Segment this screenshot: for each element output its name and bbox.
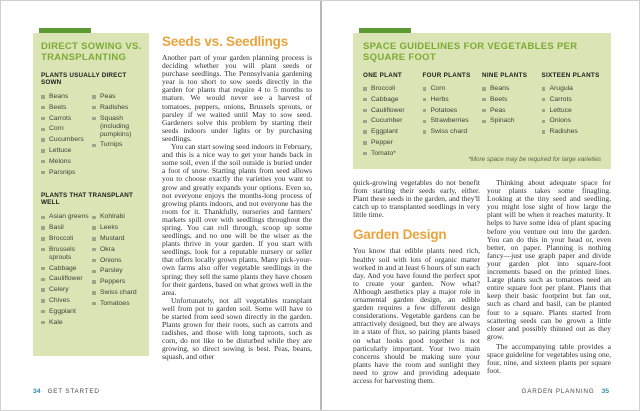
- bullet-icon: [363, 87, 367, 91]
- list-item: Cauliflower: [363, 107, 423, 115]
- bullet-icon: [92, 216, 96, 220]
- space-table-column-nine-plants: [482, 72, 542, 161]
- bullet-icon: [482, 109, 486, 113]
- list-item: Arugula: [542, 85, 602, 93]
- bullet-icon: [92, 95, 96, 99]
- article-paragraph: Unfortunately, not all vegetables transplant well from pot to garden soil. Some will have to be started from seed sown directly in the garden. Plants grown for their roots, such as carrots and radishes, and those with long taproots, such as corn, do not like to be disturbed while they are growing, so direct sowing is best. Peas, beans, squash, and other: [162, 295, 312, 362]
- bullet-icon: [41, 267, 45, 271]
- list-item: Leeks: [92, 224, 143, 232]
- page-number: 34: [33, 388, 41, 395]
- bullet-icon: [41, 321, 45, 325]
- bullet-icon: [423, 130, 427, 134]
- list-item: Pepper: [363, 139, 423, 147]
- bullet-icon: [423, 87, 427, 91]
- bullet-icon: [482, 120, 486, 124]
- list-item: Swiss chard: [92, 289, 143, 297]
- list-item: Beans: [482, 85, 542, 93]
- bullet-icon: [92, 226, 96, 230]
- bullet-icon: [41, 288, 45, 292]
- continuation-paragraph: quick-growing vegetables do not benefit from starting their seeds early, either. Plant these seeds in the garden, and they'll catch up to transplanted seedlings in very little time.: [353, 178, 480, 220]
- list-item: Corn: [41, 125, 92, 133]
- column-heading: FOUR PLANTS: [422, 72, 471, 79]
- list-item: Beans: [41, 93, 92, 101]
- list-item: Peas: [92, 93, 143, 101]
- list-item: Swiss chard: [423, 128, 483, 136]
- bullet-icon: [92, 117, 96, 121]
- list-item: Tomatoes: [92, 300, 143, 308]
- column-heading: ONE PLANT: [363, 72, 403, 79]
- list-item: Lettuce: [41, 147, 92, 155]
- list-item: Eggplant: [41, 308, 92, 316]
- list-item: Mustard: [92, 235, 143, 243]
- list-item: Onions: [542, 117, 602, 125]
- bullet-icon: [41, 299, 45, 303]
- bullet-icon: [92, 248, 96, 252]
- right-page-column-left: [353, 179, 480, 385]
- bullet-icon: [423, 120, 427, 124]
- article-paragraph: The accompanying table provides a space guideline for vegetables using one, four, nine, and sixteen plants per square foot.: [487, 341, 611, 376]
- list-item: Eggplant: [363, 128, 423, 136]
- direct-sown-col2: [92, 93, 143, 179]
- bullet-icon: [92, 259, 96, 263]
- list-item: Parsnips: [41, 169, 92, 177]
- bullet-icon: [363, 130, 367, 134]
- list-item: Brussels sprouts: [41, 246, 92, 262]
- space-box-title: SPACE GUIDELINES FOR VEGETABLES PER SQUARE FOOT: [363, 41, 578, 63]
- bullet-icon: [92, 280, 96, 284]
- bullet-icon: [41, 171, 45, 175]
- article-paragraph: You can start sowing seed indoors in February, and this is a nice way to get your hands back in some soil, even if the soil outside is buried under a foot of snow. Starting plants from seed allows you to choose exactly the varieties you want to grow and greatly expands your options. Even so, not everyone enjoys the months-long process of growing plants indoors, and not everyone has the room for it. Thankfully, nurseries and farmers' markets spill over with seedlings throughout the spring. You can roll through, scoop up some seedlings, and no one will be the wiser as the plants thrive in your garden. If you start with seedlings, look for a reputable nursery or seller that offers locally grown plants. Many pick-your-own farms also offer vegetable seedlings in the spring; they sell the same plants they have chosen for their gardens, based on what grows well in the area.: [162, 142, 312, 297]
- list-item: Cucumber: [363, 117, 423, 125]
- bullet-icon: [542, 120, 546, 124]
- list-item: Tomato*: [363, 150, 423, 158]
- list-item: Cabbage: [41, 265, 92, 273]
- list-item: Peppers: [92, 278, 143, 286]
- direct-sown-col1: [41, 93, 92, 179]
- bullet-icon: [363, 120, 367, 124]
- list-item: Kale: [41, 319, 92, 327]
- list-item: Broccoli: [41, 235, 92, 243]
- column-heading: SIXTEEN PLANTS: [541, 72, 600, 79]
- bullet-icon: [41, 117, 45, 121]
- bullet-icon: [542, 109, 546, 113]
- article-paragraph: Another part of your garden planning process is deciding whether you will plant seeds or purchase seedlings. The Pennsylvania gardening year is too short to sow seeds directly in the garden for plants that require 4 to 5 months to mature. We would never see a harvest of tomatoes, peppers, onions, Brussels sprouts, or parsley if we waited until May to sow seed. Gardeners solve this problem by starting their seeds indoors under lights or by purchasing seedlings.: [162, 53, 312, 143]
- list-item: Squash (including pumpkins): [92, 115, 143, 139]
- bullet-icon: [41, 278, 45, 282]
- bullet-icon: [92, 144, 96, 148]
- sidebar-section1-heading: PLANTS USUALLY DIRECT SOWN: [41, 72, 127, 86]
- running-head: GARDEN PLANNING: [521, 388, 595, 395]
- list-item: Parsley: [92, 267, 143, 275]
- list-item: Chives: [41, 297, 92, 305]
- left-page-footer: [33, 388, 100, 395]
- sidebar-section2-heading: PLANTS THAT TRANSPLANT WELL: [41, 192, 134, 207]
- list-item: Okra: [92, 246, 143, 254]
- bullet-icon: [41, 138, 45, 142]
- list-item: Corn: [423, 85, 483, 93]
- list-item: Broccoli: [363, 85, 423, 93]
- sidebar-title: DIRECT SOWING VS. TRANSPLANTING: [41, 41, 142, 63]
- bullet-icon: [363, 98, 367, 102]
- list-item: Celery: [41, 286, 92, 294]
- bullet-icon: [92, 302, 96, 306]
- bullet-icon: [92, 237, 96, 241]
- bullet-icon: [363, 109, 367, 113]
- bullet-icon: [363, 141, 367, 145]
- list-item: Carrots: [542, 96, 602, 104]
- bullet-icon: [423, 98, 427, 102]
- direct-sown-list: [41, 93, 143, 179]
- list-item: Melons: [41, 158, 92, 166]
- space-table-column-sixteen-plants: [542, 72, 602, 161]
- list-item: Herbs: [423, 96, 483, 104]
- bullet-icon: [41, 160, 45, 164]
- list-item: Radishes: [542, 128, 602, 136]
- article-heading: Seeds vs. Seedlings: [162, 34, 289, 49]
- list-item: Beets: [482, 96, 542, 104]
- direct-sowing-sidebar: [33, 33, 149, 356]
- page-number: 35: [601, 388, 609, 395]
- transplant-col2: [92, 213, 143, 329]
- list-item: Carrots: [41, 115, 92, 123]
- list-item: Basil: [41, 224, 92, 232]
- list-item: Radishes: [92, 104, 143, 112]
- list-item: Asian greens: [41, 213, 92, 221]
- bullet-icon: [542, 130, 546, 134]
- space-table: [363, 72, 601, 161]
- space-table-column-one-plant: [363, 72, 423, 161]
- space-box-tab-accent: [359, 28, 411, 33]
- list-item: Strawberries: [423, 117, 483, 125]
- list-item: Cauliflower: [41, 275, 92, 283]
- bullet-icon: [41, 95, 45, 99]
- garden-design-heading: Garden Design: [353, 227, 447, 243]
- right-page-footer: [522, 388, 609, 395]
- column-heading: NINE PLANTS: [482, 72, 528, 79]
- seeds-vs-seedlings-article: [162, 35, 312, 362]
- bullet-icon: [41, 106, 45, 110]
- list-item: Beets: [41, 104, 92, 112]
- transplant-list: [41, 213, 143, 329]
- list-item: Turnips: [92, 141, 143, 149]
- running-head: GET STARTED: [47, 388, 100, 395]
- bullet-icon: [41, 226, 45, 230]
- bullet-icon: [482, 87, 486, 91]
- list-item: Lettuce: [542, 107, 602, 115]
- list-item: Kohlrabi: [92, 213, 143, 221]
- list-item: Onions: [92, 257, 143, 265]
- bullet-icon: [92, 291, 96, 295]
- bullet-icon: [92, 106, 96, 110]
- transplant-col1: [41, 213, 92, 329]
- bullet-icon: [542, 87, 546, 91]
- list-item: Spinach: [482, 117, 542, 125]
- space-guidelines-box: [353, 33, 611, 169]
- table-footnote: *More space may be required for large varieties: [468, 156, 601, 163]
- bullet-icon: [41, 128, 45, 132]
- list-item: Potatoes: [423, 107, 483, 115]
- bullet-icon: [423, 109, 427, 113]
- bullet-icon: [41, 216, 45, 220]
- list-item: Cucumbers: [41, 136, 92, 144]
- sidebar-tab-accent: [39, 28, 91, 33]
- bullet-icon: [41, 237, 45, 241]
- right-page-column-right: [487, 179, 611, 375]
- list-item: Cabbage: [363, 96, 423, 104]
- bullet-icon: [41, 248, 45, 252]
- space-table-column-four-plants: [423, 72, 483, 161]
- bullet-icon: [41, 149, 45, 153]
- article-paragraph: You know that edible plants need rich, healthy soil with lots of organic matter worked in and at least 6 hours of sun each day. And you have found the perfect spot to create your garden. Now what? Although aesthetics play a major role in ornamental garden design, an edible garden requires a few different design considerations. Vegetable gardens can be attractively designed, but they are always in a state of flux, so pairing plants based on what looks good together is not particularly important. Your two main concerns should be making sure your plants have the room and sunlight they need to grow and providing adequate access for harvesting them.: [353, 246, 480, 385]
- page-gutter-divider: [320, 1, 322, 411]
- bullet-icon: [92, 270, 96, 274]
- list-item: Peas: [482, 107, 542, 115]
- bullet-icon: [41, 310, 45, 314]
- article-paragraph: Thinking about adequate space for your plants takes some finagling. Looking at the tiny seed and seedling, you might lose sight of how large the plant will be when it reaches maturity. It helps to have some idea of plant spacing before you venture out into the garden. You can do this in your head or, even better, on paper. Planning is nothing fancy—just use graph paper and divide your garden plot into square-foot increments based on the printed lines. Large plants such as tomatoes need an entire square foot per plant. Plants that keep their basic footprint but fan out, such as chard and basil, can be planted four to a square. Plants started from scattering seeds can be grown a little closer and possibly thinned out as they grow.: [487, 178, 611, 341]
- bullet-icon: [363, 152, 367, 156]
- bullet-icon: [482, 98, 486, 102]
- bullet-icon: [542, 98, 546, 102]
